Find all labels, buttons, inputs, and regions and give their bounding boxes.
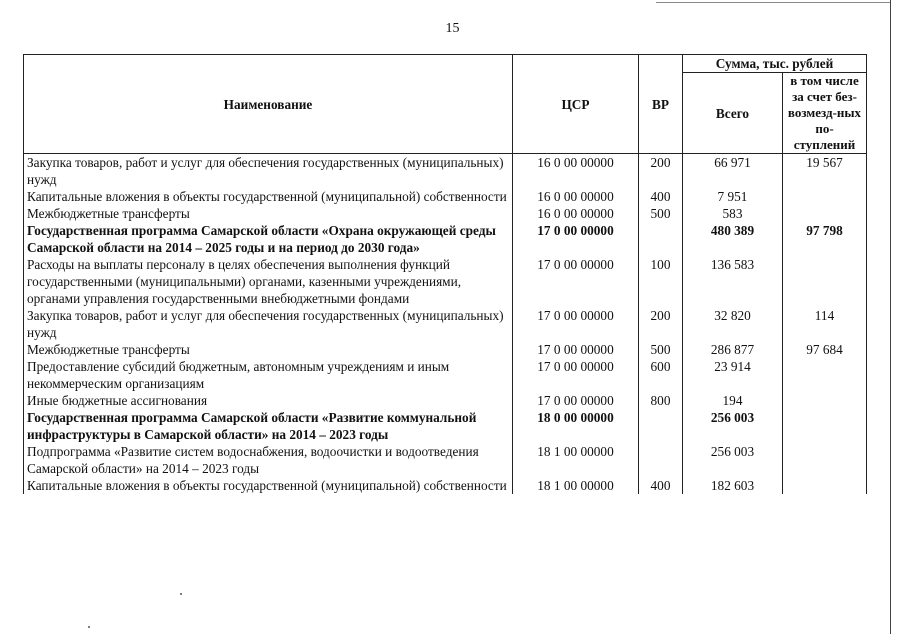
cell-vr: 200 [639,154,683,189]
table-row [24,154,867,189]
cell-vr: 600 [639,358,683,392]
page-number: 15 [445,21,460,36]
cell-free-receipts: 19 567 [783,154,867,189]
cell-free-receipts [783,188,867,205]
cell-name: Государственная программа Самарской области «Развитие коммунальной инфраструктуры в Самарской области» на 2014 – 2023 годы [24,409,513,443]
cell-free-receipts [783,205,867,222]
cell-name: Предоставление субсидий бюджетным, автономным учреждениям и иным некоммерческим организациям [24,358,513,392]
page-edge-line-top [656,2,890,3]
table-row [24,188,867,205]
table-row [24,222,867,256]
cell-vr: 400 [639,477,683,494]
header-free-receipts: в том числе за счет без-возмезд-ных по-ступлений [783,73,867,154]
cell-total: 256 003 [683,409,783,443]
cell-total: 32 820 [683,307,783,341]
budget-table [23,54,867,494]
table-body [24,154,867,495]
table-header [24,55,867,154]
cell-free-receipts: 97 798 [783,222,867,256]
cell-total: 583 [683,205,783,222]
cell-free-receipts: 114 [783,307,867,341]
cell-vr: 500 [639,205,683,222]
cell-name: Закупка товаров, работ и услуг для обеспечения государственных (муниципальных) нужд [24,154,513,189]
cell-vr: 400 [639,188,683,205]
cell-free-receipts [783,358,867,392]
table-row [24,392,867,409]
cell-name: Иные бюджетные ассигнования [24,392,513,409]
cell-name: Расходы на выплаты персоналу в целях обеспечения выполнения функций государственными (муниципальными) органами, казенными учреждениями, органами управления государственными внебюджетными фондами [24,256,513,307]
table-row [24,256,867,307]
table-row [24,409,867,443]
cell-vr: 800 [639,392,683,409]
cell-total: 136 583 [683,256,783,307]
table-row [24,477,867,494]
cell-free-receipts [783,256,867,307]
cell-csr: 17 0 00 00000 [513,256,639,307]
cell-csr: 17 0 00 00000 [513,341,639,358]
cell-free-receipts: 97 684 [783,341,867,358]
header-csr: ЦСР [513,55,639,154]
table-row [24,205,867,222]
cell-csr: 17 0 00 00000 [513,358,639,392]
cell-free-receipts [783,409,867,443]
cell-total: 256 003 [683,443,783,477]
cell-free-receipts [783,443,867,477]
cell-free-receipts [783,392,867,409]
cell-name: Межбюджетные трансферты [24,341,513,358]
header-name: Наименование [24,55,513,154]
cell-total: 194 [683,392,783,409]
header-total: Всего [683,73,783,154]
cell-free-receipts [783,477,867,494]
cell-csr: 17 0 00 00000 [513,392,639,409]
cell-vr: 200 [639,307,683,341]
cell-csr: 17 0 00 00000 [513,307,639,341]
cell-total: 182 603 [683,477,783,494]
cell-name: Межбюджетные трансферты [24,205,513,222]
cell-vr [639,443,683,477]
table-row [24,358,867,392]
cell-name: Капитальные вложения в объекты государственной (муниципальной) собственности [24,477,513,494]
cell-vr: 100 [639,256,683,307]
cell-total: 286 877 [683,341,783,358]
cell-vr [639,409,683,443]
table-row [24,307,867,341]
scan-speck [180,593,182,595]
cell-total: 23 914 [683,358,783,392]
cell-vr [639,222,683,256]
page-edge-line [890,0,891,634]
cell-csr: 18 0 00 00000 [513,409,639,443]
cell-total: 480 389 [683,222,783,256]
cell-total: 66 971 [683,154,783,189]
cell-csr: 17 0 00 00000 [513,222,639,256]
cell-csr: 16 0 00 00000 [513,154,639,189]
cell-csr: 16 0 00 00000 [513,188,639,205]
header-sum-group: Сумма, тыс. рублей [683,55,867,73]
cell-name: Закупка товаров, работ и услуг для обеспечения государственных (муниципальных) нужд [24,307,513,341]
cell-name: Государственная программа Самарской области «Охрана окружающей среды Самарской области на 2014 – 2025 годы и на период до 2030 года» [24,222,513,256]
cell-csr: 18 1 00 00000 [513,443,639,477]
header-vr: ВР [639,55,683,154]
cell-total: 7 951 [683,188,783,205]
cell-name: Капитальные вложения в объекты государственной (муниципальной) собственности [24,188,513,205]
cell-name: Подпрограмма «Развитие систем водоснабжения, водоочистки и водоотведения Самарской области» на 2014 – 2023 годы [24,443,513,477]
table-row [24,341,867,358]
cell-vr: 500 [639,341,683,358]
table-row [24,443,867,477]
cell-csr: 16 0 00 00000 [513,205,639,222]
cell-csr: 18 1 00 00000 [513,477,639,494]
scan-speck [88,626,90,628]
